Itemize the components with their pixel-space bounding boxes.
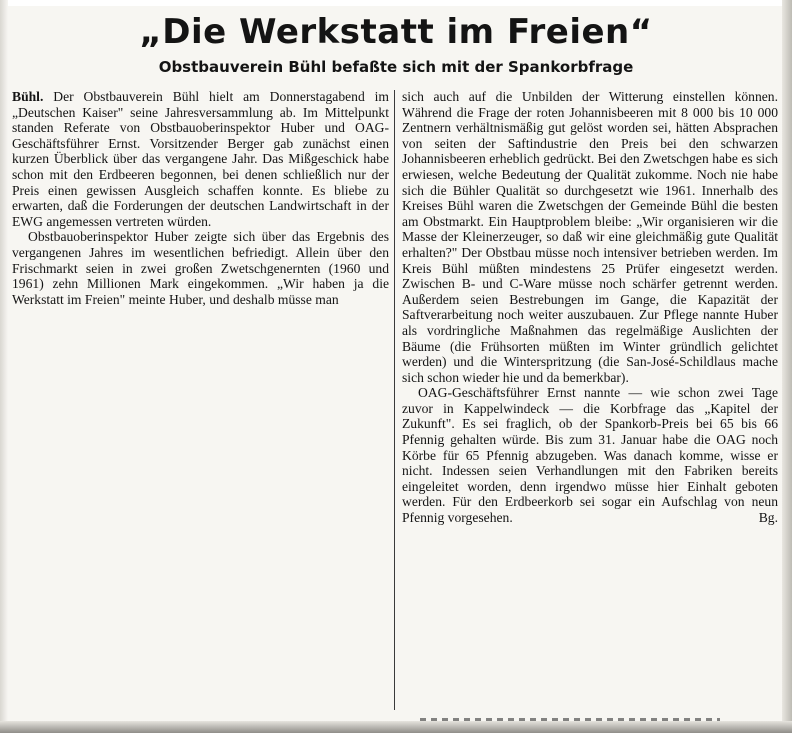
paragraph-ernst-text: OAG-Geschäftsführer Ernst nannte — wie schon zwei Tage zuvor in Kappelwindeck — die Korbfrage das „Kapitel der Zukunft". Es sei fraglich, ob der Spankorb-Preis bei 65 bis 66 Pfennig gehalten würde. Bis zum 31. Januar habe die OAG noch Körbe für 65 Pfennig abzugeben. Was danach komme, wisse er nicht. Indessen seien Verhandlungen mit den Fabriken bereits eingeleitet worden, denn irgendwo müsse hier Einhalt geboten werden. Für den Erdbeerkorb sei sogar ein Aufschlag von neun Pfennig vorgesehen. bbox=[402, 385, 778, 526]
article-subheadline: Obstbauverein Bühl befaßte sich mit der Spankorbfrage bbox=[158, 58, 634, 76]
paragraph-intro-text: Der Obstbauverein Bühl hielt am Donnerstagabend im „Deutschen Kaiser" seine Jahresversammlung ab. Im Mittelpunkt standen Referate von Obstbauoberinspektor Huber und OAG-Geschäftsführer Ernst. Vorsitzender Berger gab zunächst einen kurzen Überblick über das vergangene Jahr. Das Mißgeschick habe schon mit den Erdbeeren begonnen, bei denen schließlich nur der Preis einen gewissen Ausgleich schaffen konnte. Es bliebe zu erwarten, daß die Forderungen der deutschen Landwirtschaft in der EWG angemessen vertreten würden. bbox=[12, 89, 389, 229]
page-edge-bottom bbox=[0, 721, 792, 733]
author-signature: Bg. bbox=[758, 510, 778, 526]
page-edge-right bbox=[782, 0, 792, 733]
page-edge-left bbox=[0, 0, 8, 733]
paragraph-continuation: sich auch auf die Unbilden der Witterung einstellen können. Während die Frage der roten Johannisbeeren mit 8 000 bis 10 000 Zentnern verhältnismäßig gut gelöst worden sei, hätten Absprachen von seiten der Saftindustrie den Preis bei den schwarzen Johannisbeeren erheblich gedrückt. Bei den Zwetschgen habe es sich erwiesen, welche Bedeutung der Qualität zukomme. Noch nie habe sich die Bühler Qualität so durchgesetzt wie 1961. Innerhalb des Kreises Bühl waren die Zwetschgen der Gemeinde Bühl die besten am Obstmarkt. Ein Hauptproblem bleibe: „Wir organisieren wir die Masse der Kleinerzeuger, so daß wir eine gleichmäßig gute Qualität erhalten?" Der Obstbau müsse noch intensiver betrieben werden. Im Kreis Bühl müßten mindestens 25 Prüfer eingesetzt werden. Zwischen B- und C-Ware müsse noch schärfer getrennt werden. Außerdem seien Bestrebungen im Gange, die Kapazität der Saftverarbeitung noch weiter auszubauen. Zur Pflege nannte Huber als vordringliche Maßnahmen das regelmäßige Auslichten der Bäume (die Frühsorten müßten im Winter gründlich gelichtet werden) und die Winterspritzung (die San-José-Schildlaus mache sich schon wieder hie und da bemerkbar). bbox=[402, 89, 778, 385]
page-edge-top bbox=[0, 0, 792, 6]
dateline: Bühl. bbox=[12, 89, 44, 104]
article-column-right bbox=[402, 89, 778, 526]
paragraph-ernst bbox=[402, 385, 778, 525]
paragraph-huber: Obstbauoberinspektor Huber zeigte sich über das Ergebnis des vergangenen Jahres im wesentlichen befriedigt. Allein über den Frischmarkt seien in zwei großen Zwetschgenernten (1960 und 1961) zehn Millionen Mark eingekommen. „Wir haben ja die Werkstatt im Freien" meinte Huber, und deshalb müsse man bbox=[12, 229, 389, 307]
article-column-left bbox=[12, 89, 389, 307]
article-headline: „Die Werkstatt im Freien“ bbox=[139, 12, 653, 52]
column-divider bbox=[394, 90, 395, 710]
paragraph-intro bbox=[12, 89, 389, 229]
